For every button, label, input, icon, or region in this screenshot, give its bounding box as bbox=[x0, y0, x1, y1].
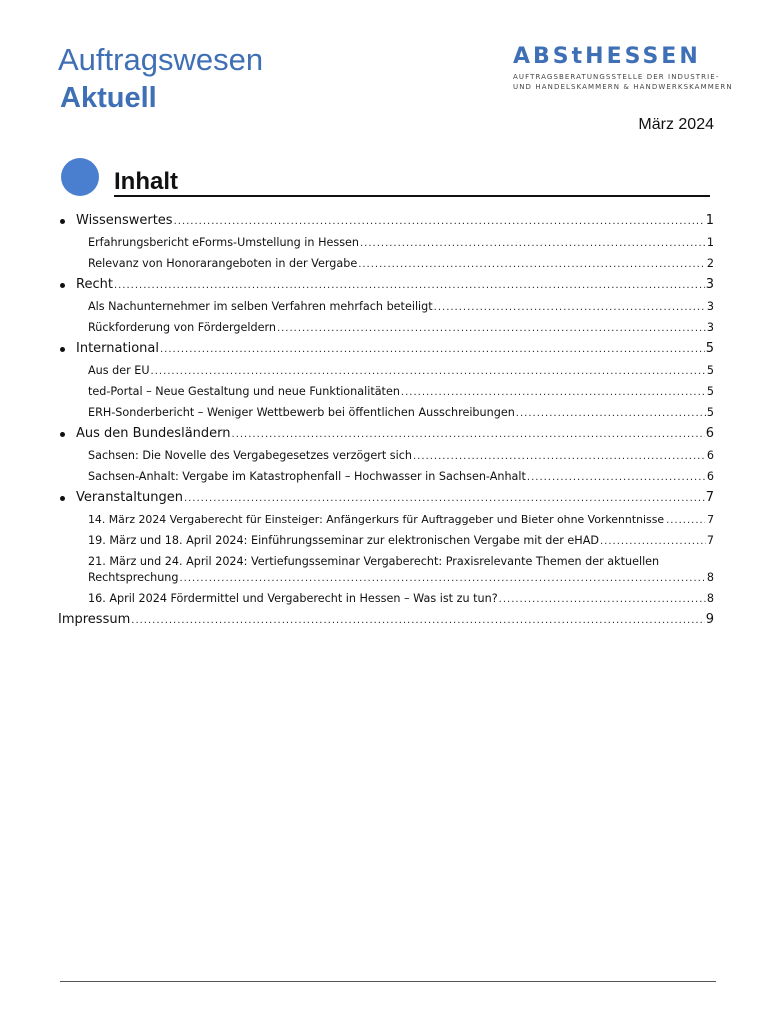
dot-leader bbox=[174, 211, 705, 233]
toc-entry-label: Sachsen-Anhalt: Vergabe im Katastrophenfall – Hochwasser in Sachsen-Anhalt bbox=[88, 470, 526, 483]
toc-page-number: 8 bbox=[706, 571, 714, 584]
issue-date: März 2024 bbox=[638, 116, 714, 133]
toc-entry-multiline[interactable] bbox=[58, 554, 714, 588]
toc-page-number: 5 bbox=[706, 385, 714, 398]
toc-entry-label: Rückforderung von Fördergeldern bbox=[88, 321, 276, 334]
toc-section[interactable] bbox=[58, 210, 714, 232]
dot-leader bbox=[516, 403, 706, 424]
dot-leader bbox=[434, 297, 706, 318]
dot-leader bbox=[358, 254, 706, 275]
toc-page-number: 9 bbox=[705, 612, 714, 627]
toc-entry[interactable] bbox=[58, 253, 714, 274]
toc-entry-label-line-2: Rechtsprechung bbox=[88, 571, 179, 584]
toc-entry-label: ERH-Sonderbericht – Weniger Wettbewerb bei öffentlichen Ausschreibungen bbox=[88, 406, 515, 419]
dot-leader bbox=[360, 233, 706, 254]
dot-leader bbox=[600, 531, 706, 552]
toc-page-number: 5 bbox=[706, 364, 714, 377]
toc-section-label: Recht bbox=[76, 277, 113, 292]
toc-page-number: 5 bbox=[705, 341, 714, 356]
toc-entry-label: 16. April 2024 Fördermittel und Vergaberecht in Hessen – Was ist zu tun? bbox=[88, 592, 498, 605]
dot-leader bbox=[666, 510, 705, 531]
dot-leader bbox=[277, 318, 706, 339]
toc-page-number: 7 bbox=[706, 534, 714, 547]
dot-leader bbox=[184, 488, 705, 510]
toc-entry-label: Erfahrungsbericht eForms-Umstellung in Hessen bbox=[88, 236, 359, 249]
logo-tagline-line-2: UND HANDELSKAMMERN & HANDWERKSKAMMERN bbox=[513, 83, 733, 91]
dot-leader bbox=[413, 446, 706, 467]
toc-entry[interactable] bbox=[58, 466, 714, 487]
dot-leader bbox=[401, 382, 706, 403]
toc-page-number: 6 bbox=[706, 470, 714, 483]
heading-circle-icon bbox=[61, 158, 99, 196]
toc-entry[interactable] bbox=[58, 232, 714, 253]
toc-entry-label: ted-Portal – Neue Gestaltung und neue Funktionalitäten bbox=[88, 385, 400, 398]
toc-entry[interactable] bbox=[58, 530, 714, 551]
dot-leader bbox=[232, 424, 705, 446]
toc-entry[interactable] bbox=[58, 360, 714, 381]
logo-wordmark: ABStHESSEN bbox=[513, 44, 701, 69]
toc-entry[interactable] bbox=[58, 317, 714, 338]
footer-divider bbox=[60, 981, 716, 982]
toc-entry-label: Sachsen: Die Novelle des Vergabegesetzes verzögert sich bbox=[88, 449, 412, 462]
toc-entry-label: 14. März 2024 Vergaberecht für Einsteiger: Anfängerkurs für Auftraggeber und Bieter ohne Vorkenntnisse bbox=[88, 513, 665, 526]
toc-page-number: 3 bbox=[705, 277, 714, 292]
toc-entry-label: Relevanz von Honorarangeboten in der Vergabe bbox=[88, 257, 358, 270]
toc-page-number: 6 bbox=[706, 449, 714, 462]
table-of-contents bbox=[58, 210, 714, 631]
publication-subtitle: Aktuell bbox=[60, 82, 157, 114]
toc-entry-label-line-1: 21. März und 24. April 2024: Vertiefungsseminar Vergaberecht: Praxisrelevante Themen der aktuellen bbox=[88, 555, 660, 568]
dot-leader bbox=[151, 361, 706, 382]
publication-title: Auftragswesen bbox=[58, 42, 264, 77]
toc-section-label: Wissenswertes bbox=[76, 213, 173, 228]
toc-section[interactable] bbox=[58, 487, 714, 509]
dot-leader bbox=[179, 571, 705, 587]
toc-title: Inhalt bbox=[114, 170, 710, 197]
dot-leader bbox=[131, 610, 704, 632]
toc-entry[interactable] bbox=[58, 588, 714, 609]
toc-page-number: 7 bbox=[705, 490, 714, 505]
toc-section-label: International bbox=[76, 341, 159, 356]
dot-leader bbox=[114, 275, 705, 297]
toc-entry[interactable] bbox=[58, 381, 714, 402]
dot-leader bbox=[527, 467, 706, 488]
toc-section[interactable] bbox=[58, 274, 714, 296]
bullet-icon bbox=[60, 347, 65, 352]
dot-leader bbox=[499, 589, 706, 610]
toc-entry-line-2 bbox=[88, 570, 714, 588]
bullet-icon bbox=[60, 219, 65, 224]
toc-page-number: 3 bbox=[706, 321, 714, 334]
abst-hessen-logo bbox=[513, 44, 733, 92]
toc-heading bbox=[60, 158, 710, 194]
toc-entry-label: 19. März und 18. April 2024: Einführungsseminar zur elektronischen Vergabe mit der eHAD bbox=[88, 534, 599, 547]
toc-impressum[interactable] bbox=[58, 609, 714, 631]
toc-section[interactable] bbox=[58, 423, 714, 445]
toc-page-number: 1 bbox=[706, 236, 714, 249]
toc-entry[interactable] bbox=[58, 296, 714, 317]
bullet-icon bbox=[60, 496, 65, 501]
dot-leader bbox=[160, 339, 705, 361]
toc-page-number: 5 bbox=[706, 406, 714, 419]
toc-page-number: 6 bbox=[705, 426, 714, 441]
toc-entry-label: Als Nachunternehmer im selben Verfahren mehrfach beteiligt bbox=[88, 300, 433, 313]
toc-section[interactable] bbox=[58, 338, 714, 360]
toc-entry[interactable] bbox=[58, 509, 714, 530]
toc-section-label: Aus den Bundesländern bbox=[76, 426, 231, 441]
toc-page-number: 3 bbox=[706, 300, 714, 313]
toc-section-label: Veranstaltungen bbox=[76, 490, 183, 505]
toc-page-number: 8 bbox=[706, 592, 714, 605]
toc-entry[interactable] bbox=[58, 402, 714, 423]
logo-tagline-line-1: AUFTRAGSBERATUNGSSTELLE DER INDUSTRIE- bbox=[513, 73, 720, 81]
toc-entry-label: Aus der EU bbox=[88, 364, 150, 377]
toc-page-number: 7 bbox=[707, 513, 714, 526]
toc-section-label: Impressum bbox=[58, 612, 131, 627]
toc-page-number: 2 bbox=[706, 257, 714, 270]
toc-page-number: 1 bbox=[705, 213, 714, 228]
toc-entry[interactable] bbox=[58, 445, 714, 466]
bullet-icon bbox=[60, 432, 65, 437]
bullet-icon bbox=[60, 283, 65, 288]
